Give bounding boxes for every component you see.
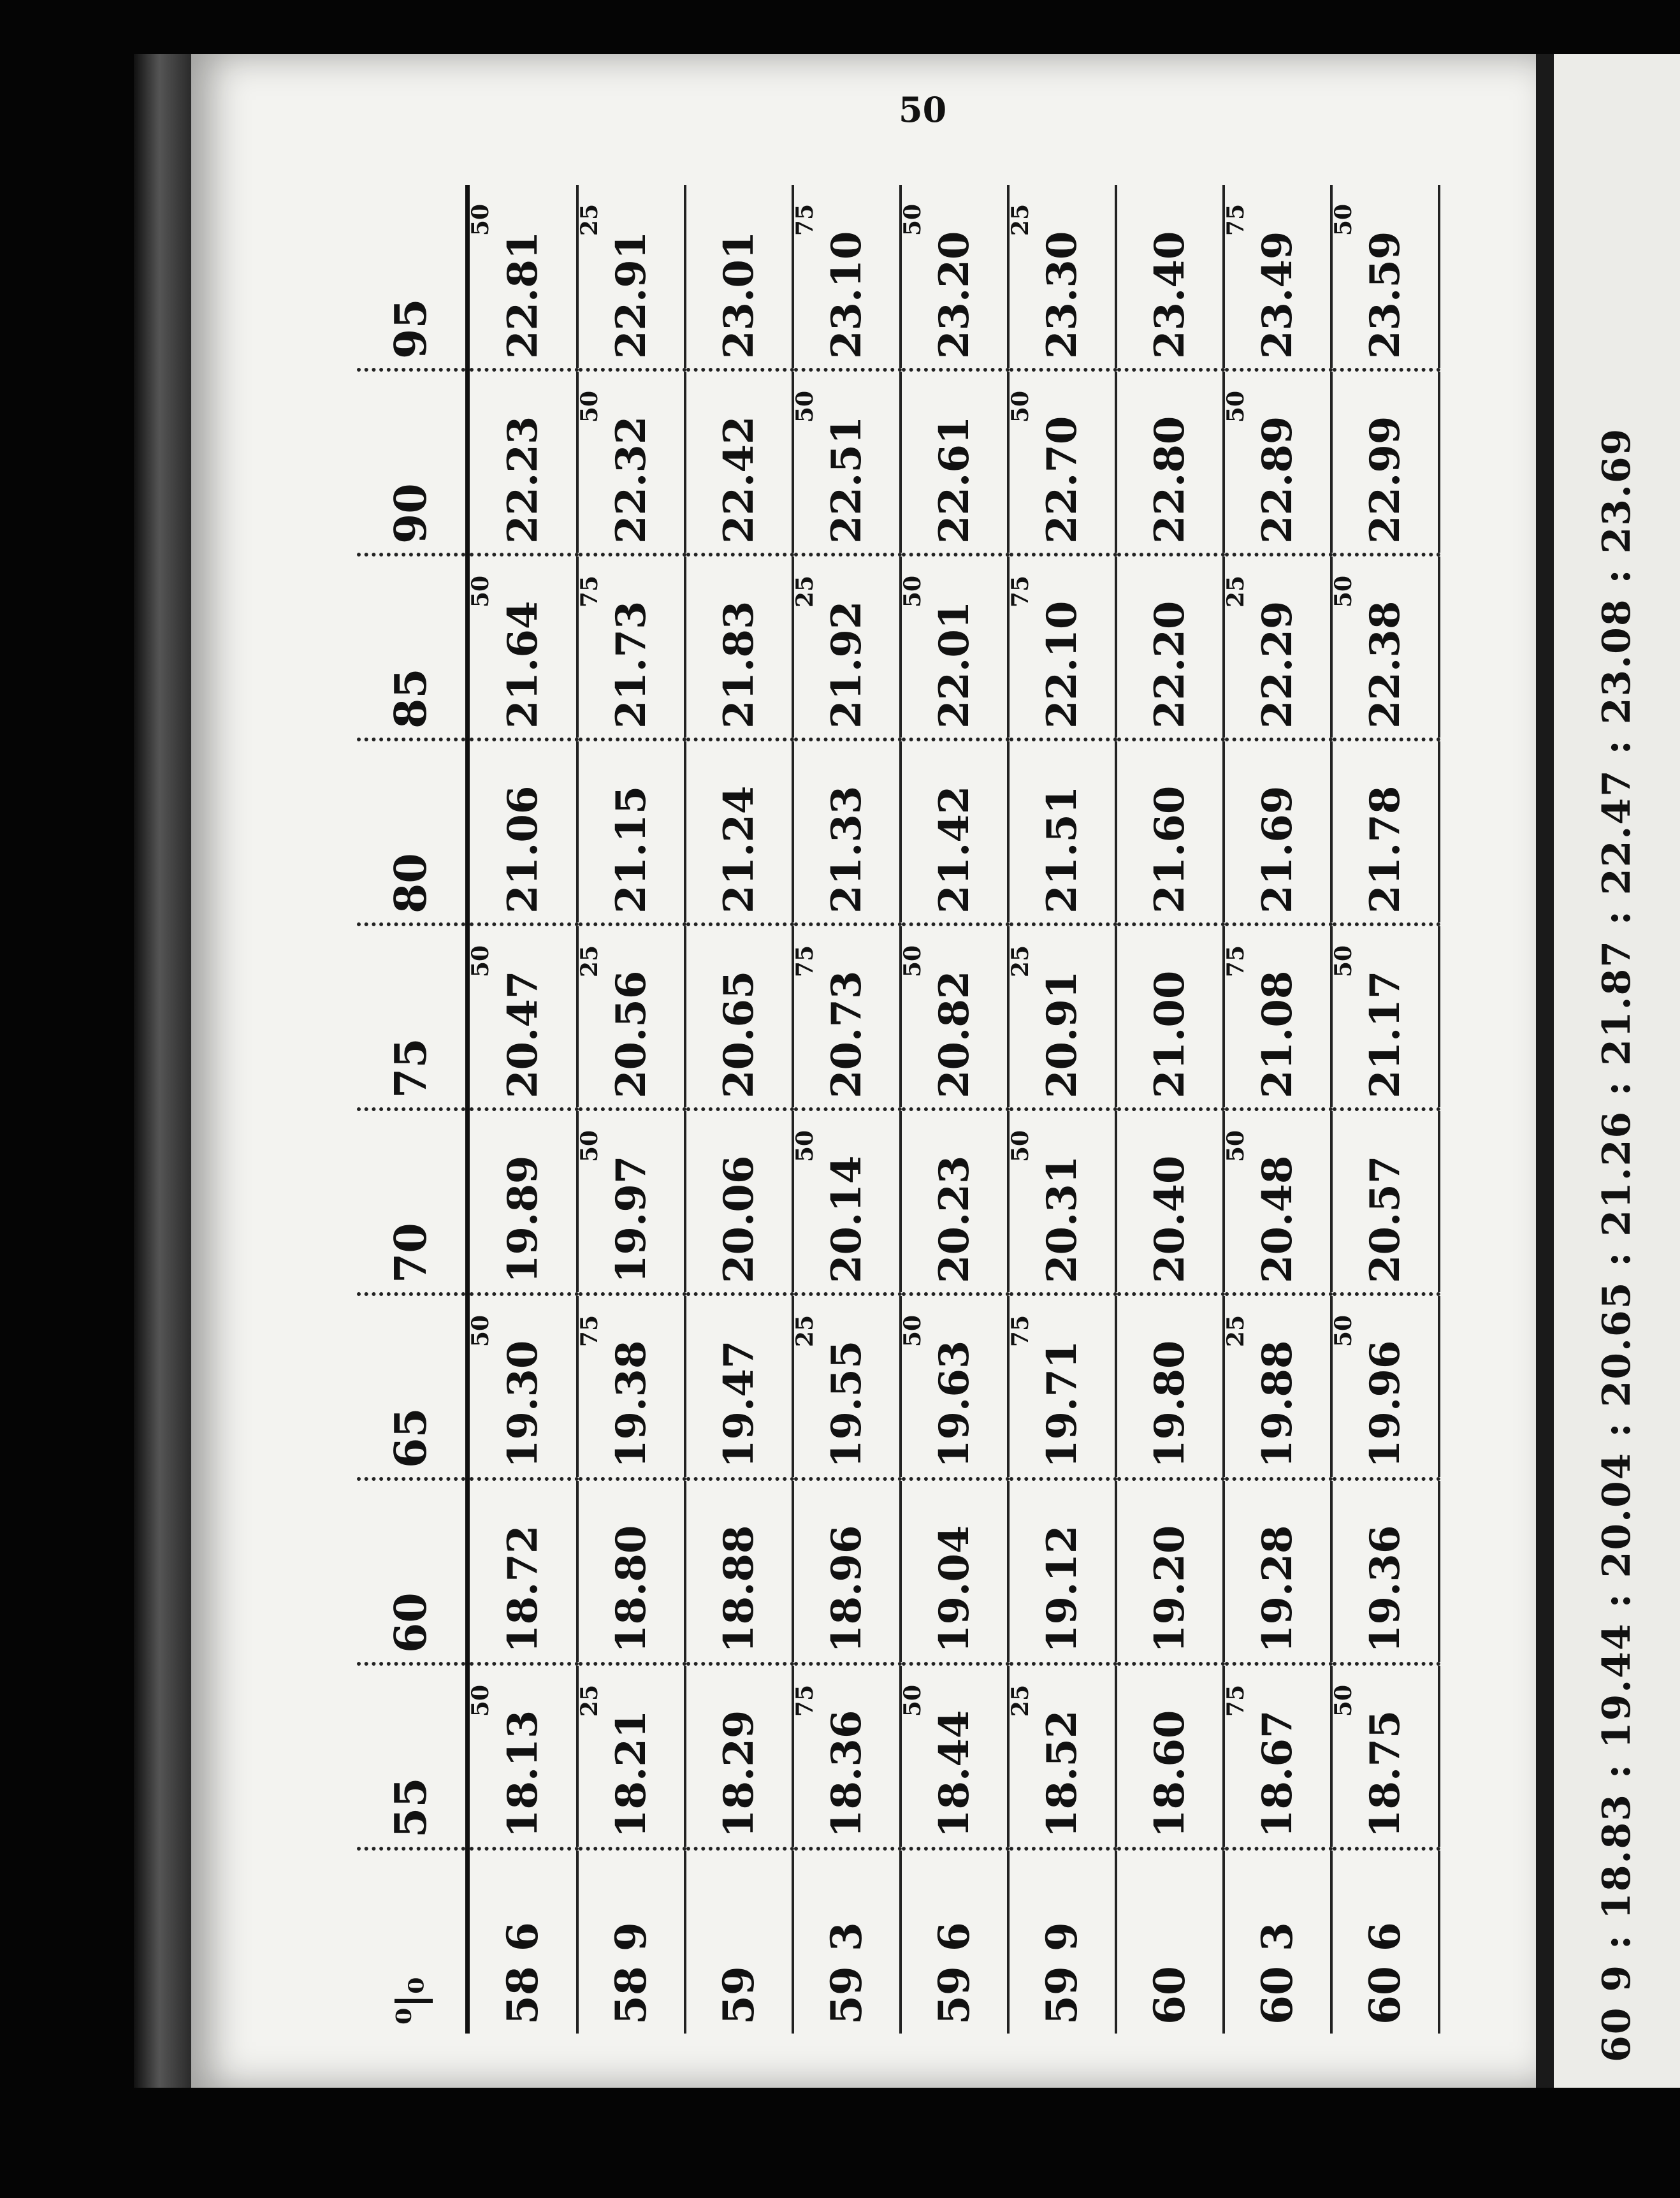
corner-header: ⁰|₀ bbox=[357, 1849, 468, 2034]
cell-value: 18.88 bbox=[714, 1525, 763, 1653]
table-cell bbox=[685, 1664, 793, 1849]
cell-value: 19.12 bbox=[1038, 1525, 1086, 1653]
column-header: 75 bbox=[357, 924, 468, 1109]
table-cell bbox=[1116, 1479, 1224, 1664]
cell-value: 19.47 bbox=[714, 1340, 763, 1468]
table-cell bbox=[793, 1479, 901, 1664]
cell-value: 19.04 bbox=[930, 1525, 978, 1653]
cell-superscript: 75 bbox=[1222, 945, 1249, 978]
row-label: 58 9 bbox=[606, 1922, 656, 2025]
table-cell bbox=[901, 739, 1008, 924]
table-cell bbox=[577, 739, 685, 924]
cell-value: 23.10 bbox=[822, 231, 871, 359]
cell-value: 19.30 bbox=[498, 1340, 547, 1468]
cell-value: 20.73 bbox=[822, 970, 871, 1098]
table-cell bbox=[901, 1664, 1008, 1849]
cell-superscript: 75 bbox=[1006, 1315, 1034, 1348]
table-cell bbox=[685, 1294, 793, 1479]
table-cell bbox=[793, 739, 901, 924]
cell-value: 18.29 bbox=[714, 1710, 763, 1838]
cell-value: 19.80 bbox=[1145, 1340, 1194, 1468]
cell-value: 23.30 bbox=[1038, 231, 1086, 359]
table-cell bbox=[685, 1109, 793, 1294]
table-cell bbox=[685, 739, 793, 924]
cell-value: 21.33 bbox=[822, 785, 871, 913]
cell-superscript: 25 bbox=[576, 1685, 603, 1717]
column-header: 85 bbox=[357, 555, 468, 739]
cell-superscript: 50 bbox=[1329, 945, 1357, 978]
table-cell bbox=[1008, 555, 1116, 739]
table-cell bbox=[685, 370, 793, 555]
cell-superscript: 50 bbox=[1329, 204, 1357, 237]
table-row bbox=[901, 185, 1008, 2034]
next-page bbox=[1554, 54, 1680, 2088]
cell-value: 22.32 bbox=[607, 416, 655, 544]
book-spine bbox=[1536, 54, 1554, 2088]
cell-value: 22.29 bbox=[1253, 600, 1301, 729]
table-cell bbox=[793, 1664, 901, 1849]
cell-value: 20.23 bbox=[930, 1155, 978, 1283]
row-label: 60 bbox=[1145, 1966, 1195, 2025]
cell-value: 22.42 bbox=[714, 416, 763, 544]
cell-value: 21.78 bbox=[1361, 785, 1409, 913]
cell-value: 20.14 bbox=[822, 1155, 871, 1283]
table-cell bbox=[1116, 1294, 1224, 1479]
cell-value: 22.99 bbox=[1361, 416, 1409, 544]
row-label: 59 6 bbox=[929, 1922, 980, 2025]
table-cell bbox=[1008, 185, 1116, 370]
cell-value: 22.01 bbox=[930, 600, 978, 729]
cell-value: 19.55 bbox=[822, 1340, 871, 1468]
cell-value: 18.36 bbox=[822, 1710, 871, 1838]
cell-superscript: 25 bbox=[791, 576, 818, 608]
cell-superscript: 25 bbox=[576, 945, 603, 978]
table-cell bbox=[1008, 1664, 1116, 1849]
row-label: 59 bbox=[714, 1966, 764, 2025]
cell-value: 22.91 bbox=[607, 231, 655, 359]
cell-value: 21.08 bbox=[1253, 970, 1301, 1098]
table-cell bbox=[793, 555, 901, 739]
table-cell bbox=[1008, 370, 1116, 555]
cell-value: 21.17 bbox=[1361, 970, 1409, 1098]
table-cell bbox=[1224, 1294, 1331, 1479]
table-cell bbox=[901, 185, 1008, 370]
table-cell bbox=[468, 739, 577, 924]
cell-superscript: 50 bbox=[1006, 1130, 1034, 1163]
cell-superscript: 50 bbox=[791, 391, 818, 423]
cell-value: 19.88 bbox=[1253, 1340, 1301, 1468]
cell-value: 20.57 bbox=[1361, 1155, 1409, 1283]
cell-superscript: 50 bbox=[899, 576, 926, 608]
table-cell bbox=[901, 370, 1008, 555]
cell-value: 20.47 bbox=[498, 970, 547, 1098]
cell-superscript: 50 bbox=[467, 576, 494, 608]
table-cell bbox=[1224, 1109, 1331, 1294]
cell-value: 22.23 bbox=[498, 416, 547, 544]
cell-value: 23.40 bbox=[1145, 231, 1194, 359]
cell-superscript: 25 bbox=[1006, 945, 1034, 978]
table-row bbox=[1331, 185, 1439, 2034]
rotated-table bbox=[357, 185, 1440, 2034]
cell-value: 22.81 bbox=[498, 231, 547, 359]
table-cell bbox=[577, 924, 685, 1109]
table-cell bbox=[1116, 739, 1224, 924]
cell-value: 20.06 bbox=[714, 1155, 763, 1283]
cell-value: 21.15 bbox=[607, 785, 655, 913]
cell-superscript: 75 bbox=[1222, 1685, 1249, 1717]
cell-value: 18.21 bbox=[607, 1710, 655, 1838]
header-row bbox=[357, 185, 468, 2034]
row-label: 59 9 bbox=[1037, 1922, 1087, 2025]
table-cell bbox=[1331, 555, 1439, 739]
cell-superscript: 50 bbox=[576, 1130, 603, 1163]
cell-value: 18.75 bbox=[1361, 1710, 1409, 1838]
table-cell bbox=[1224, 1664, 1331, 1849]
table-cell bbox=[1224, 739, 1331, 924]
cell-value: 19.96 bbox=[1361, 1340, 1409, 1468]
table-row bbox=[468, 185, 577, 2034]
cell-value: 18.96 bbox=[822, 1525, 871, 1653]
table-cell bbox=[1224, 924, 1331, 1109]
column-header: 65 bbox=[357, 1294, 468, 1479]
cell-value: 22.80 bbox=[1145, 416, 1194, 544]
table-row bbox=[1224, 185, 1331, 2034]
table-cell bbox=[1224, 1479, 1331, 1664]
next-page-fragment: 60 9 : 18.83 : 19.44 : 20.04 : 20.65 : 21.26 : 21.87 : 22.47 : 23.08 : 23.69 bbox=[1595, 427, 1639, 2062]
table-cell bbox=[468, 185, 577, 370]
table-cell bbox=[1331, 924, 1439, 1109]
cell-superscript: 75 bbox=[1006, 576, 1034, 608]
cell-value: 20.40 bbox=[1145, 1155, 1194, 1283]
table-cell bbox=[1331, 1664, 1439, 1849]
table-cell bbox=[1008, 1109, 1116, 1294]
cell-value: 20.65 bbox=[714, 970, 763, 1098]
cell-value: 22.89 bbox=[1253, 416, 1301, 544]
row-label: 60 6 bbox=[1360, 1922, 1410, 2025]
cell-value: 21.60 bbox=[1145, 785, 1194, 913]
table-cell bbox=[1008, 1479, 1116, 1664]
cell-superscript: 50 bbox=[1222, 391, 1249, 423]
table-row bbox=[577, 185, 685, 2034]
cell-value: 21.73 bbox=[607, 600, 655, 729]
table-wrapper bbox=[357, 185, 1440, 2034]
table-cell bbox=[1331, 185, 1439, 370]
table-cell bbox=[1224, 185, 1331, 370]
table-cell bbox=[793, 370, 901, 555]
cell-value: 18.13 bbox=[498, 1710, 547, 1838]
cell-value: 19.38 bbox=[607, 1340, 655, 1468]
cell-value: 23.01 bbox=[714, 231, 763, 359]
cell-superscript: 50 bbox=[1329, 576, 1357, 608]
table-cell bbox=[1224, 370, 1331, 555]
table-row bbox=[1008, 185, 1116, 2034]
cell-superscript: 50 bbox=[899, 945, 926, 978]
cell-value: 18.60 bbox=[1145, 1710, 1194, 1838]
table-cell bbox=[577, 555, 685, 739]
table-cell bbox=[901, 1109, 1008, 1294]
table-cell bbox=[468, 555, 577, 739]
table-cell bbox=[901, 924, 1008, 1109]
cell-value: 22.10 bbox=[1038, 600, 1086, 729]
table-cell bbox=[793, 924, 901, 1109]
cell-superscript: 75 bbox=[791, 1685, 818, 1717]
table-cell bbox=[1331, 1109, 1439, 1294]
cell-value: 18.44 bbox=[930, 1710, 978, 1838]
cell-superscript: 50 bbox=[467, 1685, 494, 1717]
cell-value: 22.51 bbox=[822, 416, 871, 544]
table-cell bbox=[685, 555, 793, 739]
cell-value: 19.36 bbox=[1361, 1525, 1409, 1653]
table-cell bbox=[577, 370, 685, 555]
table-cell bbox=[468, 1664, 577, 1849]
cell-superscript: 75 bbox=[791, 945, 818, 978]
cell-value: 23.49 bbox=[1253, 231, 1301, 359]
cell-superscript: 25 bbox=[1006, 204, 1034, 237]
cell-superscript: 50 bbox=[1329, 1685, 1357, 1717]
table-cell bbox=[901, 1479, 1008, 1664]
table-cell bbox=[793, 1294, 901, 1479]
cell-value: 21.64 bbox=[498, 600, 547, 729]
column-header: 90 bbox=[357, 370, 468, 555]
column-header: 80 bbox=[357, 739, 468, 924]
table-cell bbox=[793, 185, 901, 370]
table-cell bbox=[468, 1294, 577, 1479]
table-cell bbox=[577, 185, 685, 370]
table-cell bbox=[468, 370, 577, 555]
cell-value: 21.51 bbox=[1038, 785, 1086, 913]
cell-value: 21.42 bbox=[930, 785, 978, 913]
cell-value: 21.83 bbox=[714, 600, 763, 729]
cell-superscript: 75 bbox=[791, 204, 818, 237]
table-cell bbox=[685, 924, 793, 1109]
cell-superscript: 50 bbox=[1222, 1130, 1249, 1163]
table-cell bbox=[468, 1479, 577, 1664]
table-cell bbox=[793, 1109, 901, 1294]
table-cell bbox=[1331, 1479, 1439, 1664]
table-cell bbox=[901, 1294, 1008, 1479]
cell-value: 23.59 bbox=[1361, 231, 1409, 359]
table-cell bbox=[1008, 739, 1116, 924]
table-cell bbox=[901, 555, 1008, 739]
cell-value: 20.31 bbox=[1038, 1155, 1086, 1283]
cell-superscript: 75 bbox=[1222, 204, 1249, 237]
cell-value: 19.28 bbox=[1253, 1525, 1301, 1653]
cell-value: 19.63 bbox=[930, 1340, 978, 1468]
cell-value: 22.20 bbox=[1145, 600, 1194, 729]
table-cell bbox=[685, 185, 793, 370]
cell-superscript: 50 bbox=[467, 1315, 494, 1348]
cell-superscript: 50 bbox=[1006, 391, 1034, 423]
page-number: 50 bbox=[899, 89, 947, 130]
table-cell bbox=[1331, 739, 1439, 924]
table-cell bbox=[1116, 185, 1224, 370]
row-label: 58 6 bbox=[498, 1922, 548, 2025]
cell-superscript: 25 bbox=[576, 204, 603, 237]
table-cell bbox=[1116, 924, 1224, 1109]
table-row bbox=[685, 185, 793, 2034]
row-label: 60 3 bbox=[1252, 1922, 1303, 2025]
cell-superscript: 50 bbox=[899, 1685, 926, 1717]
cell-superscript: 50 bbox=[576, 391, 603, 423]
cell-value: 22.38 bbox=[1361, 600, 1409, 729]
cell-value: 19.89 bbox=[498, 1155, 547, 1283]
table-row bbox=[793, 185, 901, 2034]
table-cell bbox=[1116, 370, 1224, 555]
table-cell bbox=[577, 1664, 685, 1849]
cell-superscript: 50 bbox=[1329, 1315, 1357, 1348]
cell-value: 18.80 bbox=[607, 1525, 655, 1653]
page-edge bbox=[134, 54, 198, 2088]
cell-value: 19.97 bbox=[607, 1155, 655, 1283]
table-cell bbox=[1331, 1294, 1439, 1479]
table-body bbox=[468, 185, 1440, 2034]
table-cell bbox=[1224, 555, 1331, 739]
cell-superscript: 75 bbox=[576, 1315, 603, 1348]
conversion-table bbox=[357, 185, 1440, 2034]
cell-superscript: 25 bbox=[1222, 1315, 1249, 1348]
column-header: 60 bbox=[357, 1479, 468, 1664]
table-row bbox=[1116, 185, 1224, 2034]
cell-superscript: 50 bbox=[899, 204, 926, 237]
row-label: 59 3 bbox=[822, 1922, 872, 2025]
cell-superscript: 50 bbox=[791, 1130, 818, 1163]
cell-value: 18.52 bbox=[1038, 1710, 1086, 1838]
cell-value: 19.71 bbox=[1038, 1340, 1086, 1468]
cell-superscript: 50 bbox=[899, 1315, 926, 1348]
cell-value: 19.20 bbox=[1145, 1525, 1194, 1653]
cell-value: 18.72 bbox=[498, 1525, 547, 1653]
column-header: 55 bbox=[357, 1664, 468, 1849]
table-cell bbox=[685, 1479, 793, 1664]
table-cell bbox=[1008, 1294, 1116, 1479]
cell-value: 22.70 bbox=[1038, 416, 1086, 544]
cell-value: 21.06 bbox=[498, 785, 547, 913]
table-cell bbox=[1331, 370, 1439, 555]
cell-value: 20.91 bbox=[1038, 970, 1086, 1098]
cell-value: 21.69 bbox=[1253, 785, 1301, 913]
cell-value: 22.61 bbox=[930, 416, 978, 544]
cell-superscript: 25 bbox=[791, 1315, 818, 1348]
table-cell bbox=[1008, 924, 1116, 1109]
table-cell bbox=[468, 1109, 577, 1294]
cell-value: 21.24 bbox=[714, 785, 763, 913]
cell-superscript: 25 bbox=[1006, 1685, 1034, 1717]
cell-superscript: 50 bbox=[467, 204, 494, 237]
cell-value: 20.48 bbox=[1253, 1155, 1301, 1283]
cell-value: 20.56 bbox=[607, 970, 655, 1098]
cell-value: 20.82 bbox=[930, 970, 978, 1098]
table-cell bbox=[577, 1479, 685, 1664]
cell-superscript: 25 bbox=[1222, 576, 1249, 608]
column-header: 70 bbox=[357, 1109, 468, 1294]
cell-value: 21.92 bbox=[822, 600, 871, 729]
table-cell bbox=[1116, 1664, 1224, 1849]
cell-superscript: 75 bbox=[576, 576, 603, 608]
cell-value: 18.67 bbox=[1253, 1710, 1301, 1838]
cell-value: 23.20 bbox=[930, 231, 978, 359]
table-cell bbox=[1116, 1109, 1224, 1294]
table-cell bbox=[1116, 555, 1224, 739]
table-cell bbox=[577, 1294, 685, 1479]
table-cell bbox=[468, 924, 577, 1109]
cell-value: 21.00 bbox=[1145, 970, 1194, 1098]
table-cell bbox=[577, 1109, 685, 1294]
column-header: 95 bbox=[357, 185, 468, 370]
cell-superscript: 50 bbox=[467, 945, 494, 978]
